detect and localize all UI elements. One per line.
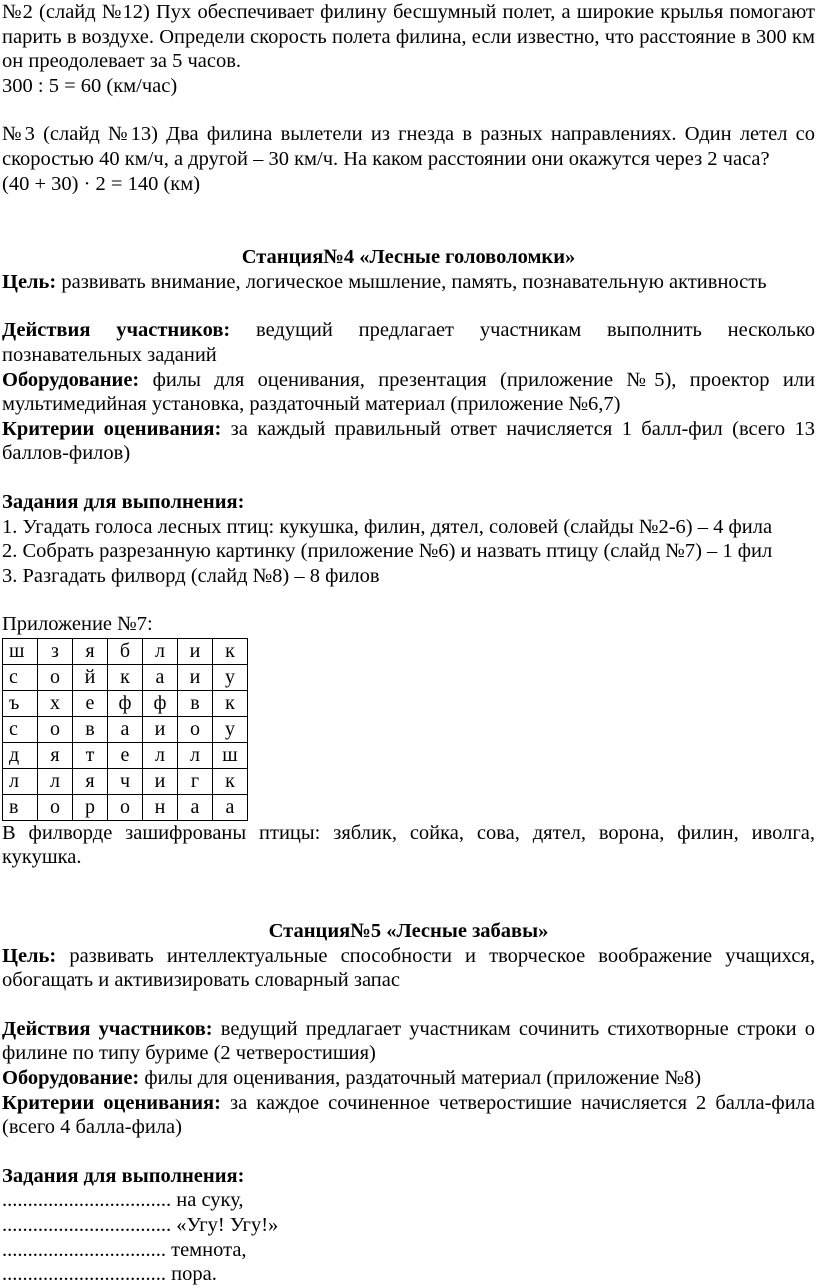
criteria-text: за каждое сочиненное четверостишие начисляется 2 балла-фила (всего 4 балла-фила) [2,1091,815,1139]
problem-3-text: №3 (слайд №13) Два филина вылетели из гнезда в разных направлениях. Один летел со скоростью 40 км/ч, а другой – 30 км/ч. На каком расстоянии они окажутся через 2 часа? [2,123,815,170]
criteria-text: за каждый правильный ответ начисляется 1 балл-фил (всего 13 баллов-филов) [2,417,815,465]
equipment-label: Оборудование: [2,1067,140,1090]
goal-label: Цель: [2,270,57,293]
poem-line: ................................ темнота, [2,1238,247,1261]
grid-cell: л [143,638,178,664]
grid-cell: о [38,664,73,690]
grid-cell: г [178,768,213,794]
grid-row [3,716,248,742]
actions-label: Действия участников: [2,1017,213,1040]
grid-cell: а [143,664,178,690]
station5-tasks-heading: Задания для выполнения: [2,1164,245,1187]
station4-task-item: 2. Собрать разрезанную картинку (приложение №6) и назвать птицу (слайд №7) – 1 фил [2,540,773,563]
grid-cell: ш [3,638,38,664]
station4-task-item: 3. Разгадать филворд (слайд №8) – 8 филов [2,564,380,587]
station5-goal [2,944,815,993]
criteria-label: Критерии оценивания: [2,1091,221,1114]
grid-cell: и [178,638,213,664]
equipment-text: филы для оценивания, раздаточный материал (приложение №8) [139,1067,702,1090]
actions-text: ведущий предлагает участникам выполнить несколько познавательных заданий [2,319,816,366]
station5-title: Станция№5 «Лесные забавы» [268,920,549,943]
station5-actions [2,1017,815,1066]
grid-cell: е [108,742,143,768]
grid-cell: ч [108,768,143,794]
grid-cell: к [213,690,248,716]
grid-cell: и [178,664,213,690]
grid-cell: а [213,794,248,820]
grid-cell: к [108,664,143,690]
station4-criteria [2,417,815,466]
grid-row [3,742,248,768]
grid-cell: у [213,716,248,742]
grid-cell: й [73,664,108,690]
station4-goal [2,270,815,295]
grid-cell: е [73,690,108,716]
grid-cell: о [108,794,143,820]
grid-row [3,690,248,716]
station5-criteria [2,1091,815,1140]
station5-equipment [2,1066,815,1091]
grid-cell: б [108,638,143,664]
grid-row [3,638,248,664]
grid-cell: в [3,794,38,820]
grid-cell: ф [143,690,178,716]
grid-cell: а [108,716,143,742]
appendix-7-label: Приложение №7: [2,613,153,636]
grid-cell: о [178,716,213,742]
grid-cell: л [38,768,73,794]
grid-cell: с [3,664,38,690]
station4-title: Станция№4 «Лесные головоломки» [241,246,576,269]
equipment-text: филы для оценивания, презентация (приложение №5), проектор или мультимедийная установка, раздаточный материал (приложение №6,7) [2,368,815,416]
problem-2-text: №2 (слайд №12) Пух обеспечивает филину бесшумный полет, а широкие крылья помогают парить в воздухе. Определи скорость полета филина, если известно, что расстояние в 300 км он преодолевает за 5 часов. [2,1,815,73]
grid-cell: ф [108,690,143,716]
station4-tasks-heading: Задания для выполнения: [2,490,245,513]
grid-cell: ш [213,742,248,768]
grid-cell: л [178,742,213,768]
grid-cell: з [38,638,73,664]
problem-2-answer: 300 : 5 = 60 (км/час) [2,74,178,97]
grid-cell: о [38,716,73,742]
grid-cell: я [38,742,73,768]
grid-cell: я [73,638,108,664]
grid-cell: ъ [3,690,38,716]
grid-cell: л [3,768,38,794]
grid-cell: с [3,716,38,742]
grid-cell: о [38,794,73,820]
problem-3-answer: (40 + 30) · 2 = 140 (км) [2,172,201,195]
grid-cell: л [143,742,178,768]
fillword-note: В филворде зашифрованы птицы: зяблик, сойка, сова, дятел, ворона, филин, иволга, кукушка. [2,821,815,869]
grid-cell: в [178,690,213,716]
grid-cell: к [213,638,248,664]
goal-text: развивать интеллектуальные способности и творческое воображение учащихся, обогащать и активизировать словарный запас [2,944,815,992]
station4-task-item: 1. Угадать голоса лесных птиц: кукушка, филин, дятел, соловей (слайды №2-6) – 4 фила [2,515,773,538]
poem-line: ................................ пора. [2,1263,217,1286]
grid-cell: р [73,794,108,820]
grid-cell: т [73,742,108,768]
grid-cell: и [143,716,178,742]
fillword-grid [2,638,248,821]
goal-text: развивать внимание, логическое мышление, память, познавательную активность [56,270,767,293]
grid-cell: а [178,794,213,820]
station4-equipment [2,368,815,417]
poem-line: ................................. «Угу! Угу!» [2,1214,279,1236]
poem-line: ................................. на суку, [2,1189,244,1212]
grid-cell: в [73,716,108,742]
grid-cell: у [213,664,248,690]
grid-cell: х [38,690,73,716]
grid-cell: и [143,768,178,794]
grid-cell: я [73,768,108,794]
grid-cell: к [213,768,248,794]
goal-label: Цель: [2,944,57,967]
grid-cell: н [143,794,178,820]
actions-text: ведущий предлагает участникам сочинить стихотворные строки о филине по типу буриме (2 четверостишия) [2,1017,816,1065]
criteria-label: Критерии оценивания: [2,417,222,440]
grid-row [3,794,248,820]
grid-cell: д [3,742,38,768]
station4-actions [2,318,815,367]
equipment-label: Оборудование: [2,368,140,391]
grid-row [3,768,248,794]
actions-label: Действия участников: [2,319,231,342]
grid-row [3,664,248,690]
